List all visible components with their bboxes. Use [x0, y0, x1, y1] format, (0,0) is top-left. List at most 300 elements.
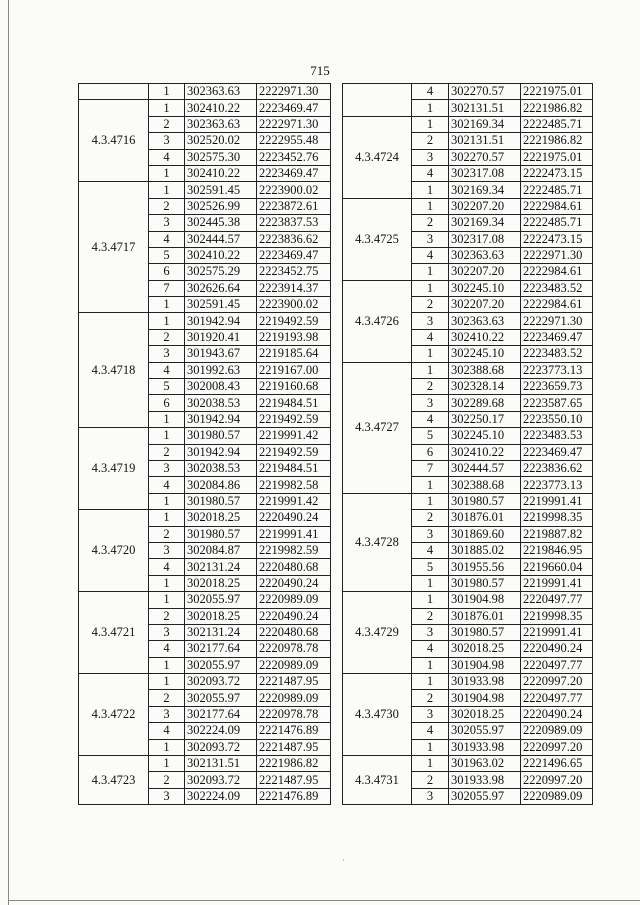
table-row: [79, 756, 331, 772]
x-coordinate-cell: 302410.22: [449, 444, 521, 460]
point-number-cell: 1: [412, 674, 449, 690]
x-coordinate-cell: 302444.57: [449, 460, 521, 476]
y-coordinate-cell: 2220989.09: [257, 592, 331, 608]
point-number-cell: 1: [149, 493, 185, 509]
x-coordinate-cell: 302317.08: [449, 165, 521, 181]
parcel-id-cell: 4.3.4723: [79, 756, 149, 805]
x-coordinate-cell: 302169.34: [449, 182, 521, 198]
y-coordinate-cell: 2223452.75: [257, 264, 331, 280]
y-coordinate-cell: 2223483.52: [521, 346, 593, 362]
point-number-cell: 2: [149, 526, 185, 542]
point-number-cell: 3: [149, 542, 185, 558]
y-coordinate-cell: 2219492.59: [257, 444, 331, 460]
y-coordinate-cell: 2219193.98: [257, 329, 331, 345]
x-coordinate-cell: 302131.24: [185, 559, 257, 575]
point-number-cell: 1: [412, 756, 449, 772]
parcel-id-cell: [79, 84, 149, 100]
y-coordinate-cell: 2222473.15: [521, 165, 593, 181]
x-coordinate-cell: 302131.51: [185, 756, 257, 772]
x-coordinate-cell: 301942.94: [185, 444, 257, 460]
x-coordinate-cell: 302038.53: [185, 460, 257, 476]
y-coordinate-cell: 2221986.82: [257, 756, 331, 772]
y-coordinate-cell: 2219846.95: [521, 542, 593, 558]
point-number-cell: 1: [149, 510, 185, 526]
point-number-cell: 3: [412, 149, 449, 165]
table-row: [79, 182, 331, 198]
point-number-cell: 3: [149, 133, 185, 149]
x-coordinate-cell: 301980.57: [449, 624, 521, 640]
x-coordinate-cell: 301980.57: [185, 493, 257, 509]
x-coordinate-cell: 302018.25: [185, 510, 257, 526]
x-coordinate-cell: 301904.98: [449, 690, 521, 706]
y-coordinate-cell: 2223483.53: [521, 428, 593, 444]
x-coordinate-cell: 302093.72: [185, 772, 257, 788]
x-coordinate-cell: 302169.34: [449, 116, 521, 132]
point-number-cell: 2: [149, 198, 185, 214]
point-number-cell: 1: [412, 493, 449, 509]
point-number-cell: 4: [149, 641, 185, 657]
x-coordinate-cell: 302093.72: [185, 739, 257, 755]
table-row: [343, 198, 593, 214]
x-coordinate-cell: 301955.56: [449, 559, 521, 575]
table-row: [79, 84, 331, 100]
y-coordinate-cell: 2219167.00: [257, 362, 331, 378]
x-coordinate-cell: 302410.22: [185, 165, 257, 181]
y-coordinate-cell: 2223550.10: [521, 411, 593, 427]
x-coordinate-cell: 301942.94: [185, 313, 257, 329]
parcel-id-cell: 4.3.4719: [79, 428, 149, 510]
point-number-cell: 4: [412, 641, 449, 657]
point-number-cell: 2: [412, 608, 449, 624]
x-coordinate-cell: 302410.22: [185, 100, 257, 116]
y-coordinate-cell: 2221487.95: [257, 772, 331, 788]
point-number-cell: 1: [149, 674, 185, 690]
point-number-cell: 1: [412, 477, 449, 493]
table-row: [79, 313, 331, 329]
y-coordinate-cell: 2223469.47: [521, 444, 593, 460]
point-number-cell: 1: [412, 657, 449, 673]
point-number-cell: 1: [412, 182, 449, 198]
page-number: 715: [310, 63, 330, 78]
y-coordinate-cell: 2223872.61: [257, 198, 331, 214]
x-coordinate-cell: 301904.98: [449, 657, 521, 673]
point-number-cell: 4: [412, 247, 449, 263]
parcel-id-cell: 4.3.4720: [79, 510, 149, 592]
point-number-cell: 1: [149, 182, 185, 198]
y-coordinate-cell: 2222485.71: [521, 215, 593, 231]
y-coordinate-cell: 2223900.02: [257, 182, 331, 198]
x-coordinate-cell: 301963.02: [449, 756, 521, 772]
point-number-cell: 1: [412, 739, 449, 755]
point-number-cell: 4: [412, 329, 449, 345]
y-coordinate-cell: 2221986.82: [521, 133, 593, 149]
point-number-cell: 5: [412, 559, 449, 575]
x-coordinate-cell: 302445.38: [185, 215, 257, 231]
y-coordinate-cell: 2223773.13: [521, 477, 593, 493]
point-number-cell: 6: [149, 264, 185, 280]
x-coordinate-cell: 302084.87: [185, 542, 257, 558]
parcel-id-cell: [343, 84, 412, 117]
y-coordinate-cell: 2222971.30: [521, 247, 593, 263]
point-number-cell: 2: [412, 297, 449, 313]
point-number-cell: 1: [412, 198, 449, 214]
table-row: [343, 674, 593, 690]
point-number-cell: 3: [412, 624, 449, 640]
parcel-id-cell: 4.3.4722: [79, 674, 149, 756]
x-coordinate-cell: 302410.22: [449, 329, 521, 345]
y-coordinate-cell: 2223469.47: [257, 247, 331, 263]
parcel-id-cell: 4.3.4729: [343, 592, 412, 674]
coordinates-table-right-body: [343, 84, 593, 805]
y-coordinate-cell: 2220490.24: [257, 575, 331, 591]
point-number-cell: 4: [149, 723, 185, 739]
y-coordinate-cell: 2219492.59: [257, 411, 331, 427]
point-number-cell: 3: [412, 526, 449, 542]
point-number-cell: 1: [149, 84, 185, 100]
y-coordinate-cell: 2219484.51: [257, 395, 331, 411]
point-number-cell: 1: [149, 592, 185, 608]
point-number-cell: 4: [149, 149, 185, 165]
x-coordinate-cell: 302177.64: [185, 641, 257, 657]
y-coordinate-cell: 2220997.20: [521, 674, 593, 690]
table-row: [343, 362, 593, 378]
y-coordinate-cell: 2219991.41: [257, 526, 331, 542]
point-number-cell: 4: [412, 165, 449, 181]
x-coordinate-cell: 301980.57: [185, 428, 257, 444]
y-coordinate-cell: 2219660.04: [521, 559, 593, 575]
y-coordinate-cell: 2220989.09: [521, 723, 593, 739]
x-coordinate-cell: 301933.98: [449, 674, 521, 690]
parcel-id-cell: 4.3.4724: [343, 116, 412, 198]
y-coordinate-cell: 2223773.13: [521, 362, 593, 378]
y-coordinate-cell: 2222955.48: [257, 133, 331, 149]
point-number-cell: 1: [149, 575, 185, 591]
y-coordinate-cell: 2220978.78: [257, 641, 331, 657]
point-number-cell: 2: [149, 772, 185, 788]
x-coordinate-cell: 302575.30: [185, 149, 257, 165]
point-number-cell: 2: [412, 510, 449, 526]
y-coordinate-cell: 2219492.59: [257, 313, 331, 329]
x-coordinate-cell: 301904.98: [449, 592, 521, 608]
point-number-cell: 7: [412, 460, 449, 476]
x-coordinate-cell: 301876.01: [449, 510, 521, 526]
x-coordinate-cell: 302131.51: [449, 100, 521, 116]
point-number-cell: 1: [412, 346, 449, 362]
y-coordinate-cell: 2219185.64: [257, 346, 331, 362]
point-number-cell: 2: [412, 215, 449, 231]
y-coordinate-cell: 2222984.61: [521, 297, 593, 313]
y-coordinate-cell: 2219982.59: [257, 542, 331, 558]
point-number-cell: 4: [149, 362, 185, 378]
point-number-cell: 3: [149, 460, 185, 476]
y-coordinate-cell: 2220490.24: [257, 608, 331, 624]
x-coordinate-cell: 301933.98: [449, 772, 521, 788]
x-coordinate-cell: 302363.63: [449, 313, 521, 329]
y-coordinate-cell: 2220480.68: [257, 559, 331, 575]
point-number-cell: 1: [412, 100, 449, 116]
x-coordinate-cell: 302131.24: [185, 624, 257, 640]
y-coordinate-cell: 2222971.30: [257, 84, 331, 100]
y-coordinate-cell: 2222485.71: [521, 116, 593, 132]
point-number-cell: 3: [412, 788, 449, 804]
point-number-cell: 1: [149, 428, 185, 444]
x-coordinate-cell: 302131.51: [449, 133, 521, 149]
x-coordinate-cell: 301876.01: [449, 608, 521, 624]
y-coordinate-cell: 2220490.24: [257, 510, 331, 526]
parcel-id-cell: 4.3.4716: [79, 100, 149, 182]
x-coordinate-cell: 302055.97: [185, 657, 257, 673]
x-coordinate-cell: 302207.20: [449, 198, 521, 214]
x-coordinate-cell: 302626.64: [185, 280, 257, 296]
y-coordinate-cell: 2223469.47: [257, 165, 331, 181]
point-number-cell: 5: [149, 379, 185, 395]
point-number-cell: 1: [412, 280, 449, 296]
parcel-id-cell: 4.3.4725: [343, 198, 412, 280]
y-coordinate-cell: 2221476.89: [257, 723, 331, 739]
point-number-cell: 1: [412, 264, 449, 280]
point-number-cell: 1: [149, 756, 185, 772]
y-coordinate-cell: 2223587.65: [521, 395, 593, 411]
y-coordinate-cell: 2220497.77: [521, 690, 593, 706]
point-number-cell: 4: [149, 559, 185, 575]
x-coordinate-cell: 302328.14: [449, 379, 521, 395]
x-coordinate-cell: 302018.25: [449, 706, 521, 722]
x-coordinate-cell: 302008.43: [185, 379, 257, 395]
coordinates-table-left: [78, 83, 331, 805]
y-coordinate-cell: 2222971.30: [521, 313, 593, 329]
y-coordinate-cell: 2222473.15: [521, 231, 593, 247]
x-coordinate-cell: 302388.68: [449, 362, 521, 378]
x-coordinate-cell: 302250.17: [449, 411, 521, 427]
point-number-cell: 3: [149, 706, 185, 722]
table-row: [79, 592, 331, 608]
point-number-cell: 2: [412, 379, 449, 395]
point-number-cell: 1: [149, 165, 185, 181]
point-number-cell: 1: [412, 116, 449, 132]
point-number-cell: 3: [412, 706, 449, 722]
y-coordinate-cell: 2223836.62: [257, 231, 331, 247]
point-number-cell: 4: [412, 542, 449, 558]
x-coordinate-cell: 302038.53: [185, 395, 257, 411]
y-coordinate-cell: 2220989.09: [257, 690, 331, 706]
parcel-id-cell: 4.3.4718: [79, 313, 149, 428]
point-number-cell: 1: [412, 575, 449, 591]
point-number-cell: 1: [412, 362, 449, 378]
y-coordinate-cell: 2220490.24: [521, 706, 593, 722]
x-coordinate-cell: 301980.57: [449, 493, 521, 509]
y-coordinate-cell: 2221975.01: [521, 84, 593, 100]
point-number-cell: 1: [149, 100, 185, 116]
y-coordinate-cell: 2220490.24: [521, 641, 593, 657]
x-coordinate-cell: 301942.94: [185, 411, 257, 427]
coordinates-table-left-body: [79, 84, 331, 805]
parcel-id-cell: 4.3.4721: [79, 592, 149, 674]
y-coordinate-cell: 2222485.71: [521, 182, 593, 198]
x-coordinate-cell: 302526.99: [185, 198, 257, 214]
point-number-cell: 2: [149, 444, 185, 460]
x-coordinate-cell: 302363.63: [449, 247, 521, 263]
y-coordinate-cell: 2220997.20: [521, 739, 593, 755]
x-coordinate-cell: 302575.29: [185, 264, 257, 280]
x-coordinate-cell: 302270.57: [449, 149, 521, 165]
y-coordinate-cell: 2219160.68: [257, 379, 331, 395]
point-number-cell: 6: [149, 395, 185, 411]
y-coordinate-cell: 2221986.82: [521, 100, 593, 116]
point-number-cell: 2: [149, 329, 185, 345]
y-coordinate-cell: 2220997.20: [521, 772, 593, 788]
point-number-cell: 3: [412, 231, 449, 247]
point-number-cell: 1: [149, 313, 185, 329]
scan-left-margin-line: [8, 0, 9, 905]
x-coordinate-cell: 302245.10: [449, 280, 521, 296]
point-number-cell: 3: [412, 313, 449, 329]
y-coordinate-cell: 2223469.47: [521, 329, 593, 345]
point-number-cell: 1: [149, 657, 185, 673]
x-coordinate-cell: 302410.22: [185, 247, 257, 263]
point-number-cell: 1: [149, 297, 185, 313]
y-coordinate-cell: 2223914.37: [257, 280, 331, 296]
point-number-cell: 3: [149, 215, 185, 231]
coordinates-table-right: [342, 83, 593, 805]
x-coordinate-cell: 302055.97: [449, 723, 521, 739]
x-coordinate-cell: 302245.10: [449, 428, 521, 444]
y-coordinate-cell: 2219991.41: [521, 624, 593, 640]
point-number-cell: 2: [412, 690, 449, 706]
x-coordinate-cell: 301885.02: [449, 542, 521, 558]
y-coordinate-cell: 2222984.61: [521, 264, 593, 280]
y-coordinate-cell: 2220989.09: [257, 657, 331, 673]
x-coordinate-cell: 302018.25: [185, 608, 257, 624]
y-coordinate-cell: 2220480.68: [257, 624, 331, 640]
x-coordinate-cell: 302317.08: [449, 231, 521, 247]
y-coordinate-cell: 2223452.76: [257, 149, 331, 165]
parcel-id-cell: 4.3.4726: [343, 280, 412, 362]
table-row: [79, 674, 331, 690]
y-coordinate-cell: 2220989.09: [521, 788, 593, 804]
y-coordinate-cell: 2219998.35: [521, 510, 593, 526]
y-coordinate-cell: 2219484.51: [257, 460, 331, 476]
y-coordinate-cell: 2219998.35: [521, 608, 593, 624]
point-number-cell: 1: [149, 739, 185, 755]
y-coordinate-cell: 2223469.47: [257, 100, 331, 116]
x-coordinate-cell: 302363.63: [185, 84, 257, 100]
x-coordinate-cell: 302169.34: [449, 215, 521, 231]
scan-bottom-line: [8, 900, 640, 901]
table-row: [79, 100, 331, 116]
point-number-cell: 2: [412, 772, 449, 788]
x-coordinate-cell: 301992.63: [185, 362, 257, 378]
table-row: [343, 756, 593, 772]
x-coordinate-cell: 302520.02: [185, 133, 257, 149]
y-coordinate-cell: 2219991.42: [257, 493, 331, 509]
y-coordinate-cell: 2220497.77: [521, 592, 593, 608]
table-row: [79, 428, 331, 444]
x-coordinate-cell: 302018.25: [185, 575, 257, 591]
point-number-cell: 2: [412, 133, 449, 149]
point-number-cell: 4: [149, 231, 185, 247]
table-row: [343, 116, 593, 132]
table-row: [343, 84, 593, 100]
x-coordinate-cell: 302093.72: [185, 674, 257, 690]
x-coordinate-cell: 302270.57: [449, 84, 521, 100]
point-number-cell: 2: [149, 608, 185, 624]
parcel-id-cell: 4.3.4717: [79, 182, 149, 313]
point-number-cell: 2: [149, 690, 185, 706]
x-coordinate-cell: 301943.67: [185, 346, 257, 362]
point-number-cell: 3: [149, 624, 185, 640]
parcel-id-cell: 4.3.4730: [343, 674, 412, 756]
x-coordinate-cell: 302245.10: [449, 346, 521, 362]
point-number-cell: 5: [149, 247, 185, 263]
x-coordinate-cell: 302363.63: [185, 116, 257, 132]
point-number-cell: 4: [412, 723, 449, 739]
x-coordinate-cell: 301933.98: [449, 739, 521, 755]
x-coordinate-cell: 302444.57: [185, 231, 257, 247]
x-coordinate-cell: 302207.20: [449, 264, 521, 280]
x-coordinate-cell: 301869.60: [449, 526, 521, 542]
x-coordinate-cell: 302055.97: [185, 690, 257, 706]
point-number-cell: 4: [149, 477, 185, 493]
parcel-id-cell: 4.3.4727: [343, 362, 412, 493]
x-coordinate-cell: 302055.97: [449, 788, 521, 804]
x-coordinate-cell: 302388.68: [449, 477, 521, 493]
y-coordinate-cell: 2221487.95: [257, 739, 331, 755]
y-coordinate-cell: 2223836.62: [521, 460, 593, 476]
y-coordinate-cell: 2219887.82: [521, 526, 593, 542]
y-coordinate-cell: 2222984.61: [521, 198, 593, 214]
x-coordinate-cell: 302224.09: [185, 788, 257, 804]
x-coordinate-cell: 302055.97: [185, 592, 257, 608]
parcel-id-cell: 4.3.4728: [343, 493, 412, 591]
y-coordinate-cell: 2220497.77: [521, 657, 593, 673]
y-coordinate-cell: 2219991.41: [521, 493, 593, 509]
point-number-cell: 1: [412, 592, 449, 608]
y-coordinate-cell: 2221975.01: [521, 149, 593, 165]
y-coordinate-cell: 2223483.52: [521, 280, 593, 296]
x-coordinate-cell: 302289.68: [449, 395, 521, 411]
table-row: [343, 280, 593, 296]
x-coordinate-cell: 301980.57: [449, 575, 521, 591]
y-coordinate-cell: 2223900.02: [257, 297, 331, 313]
point-number-cell: 5: [412, 428, 449, 444]
x-coordinate-cell: 302018.25: [449, 641, 521, 657]
point-number-cell: 3: [149, 346, 185, 362]
y-coordinate-cell: 2221496.65: [521, 756, 593, 772]
x-coordinate-cell: 302591.45: [185, 182, 257, 198]
point-number-cell: 2: [149, 116, 185, 132]
y-coordinate-cell: 2223659.73: [521, 379, 593, 395]
point-number-cell: 1: [149, 411, 185, 427]
table-row: [343, 592, 593, 608]
x-coordinate-cell: 302177.64: [185, 706, 257, 722]
y-coordinate-cell: 2219982.58: [257, 477, 331, 493]
y-coordinate-cell: 2220978.78: [257, 706, 331, 722]
table-row: [343, 493, 593, 509]
point-number-cell: 7: [149, 280, 185, 296]
y-coordinate-cell: 2222971.30: [257, 116, 331, 132]
x-coordinate-cell: 302207.20: [449, 297, 521, 313]
point-number-cell: 6: [412, 444, 449, 460]
point-number-cell: 4: [412, 84, 449, 100]
point-number-cell: 3: [149, 788, 185, 804]
scan-speck: ·: [342, 856, 345, 865]
y-coordinate-cell: 2219991.41: [521, 575, 593, 591]
point-number-cell: 3: [412, 395, 449, 411]
x-coordinate-cell: 302591.45: [185, 297, 257, 313]
x-coordinate-cell: 301980.57: [185, 526, 257, 542]
parcel-id-cell: 4.3.4731: [343, 756, 412, 805]
y-coordinate-cell: 2219991.42: [257, 428, 331, 444]
